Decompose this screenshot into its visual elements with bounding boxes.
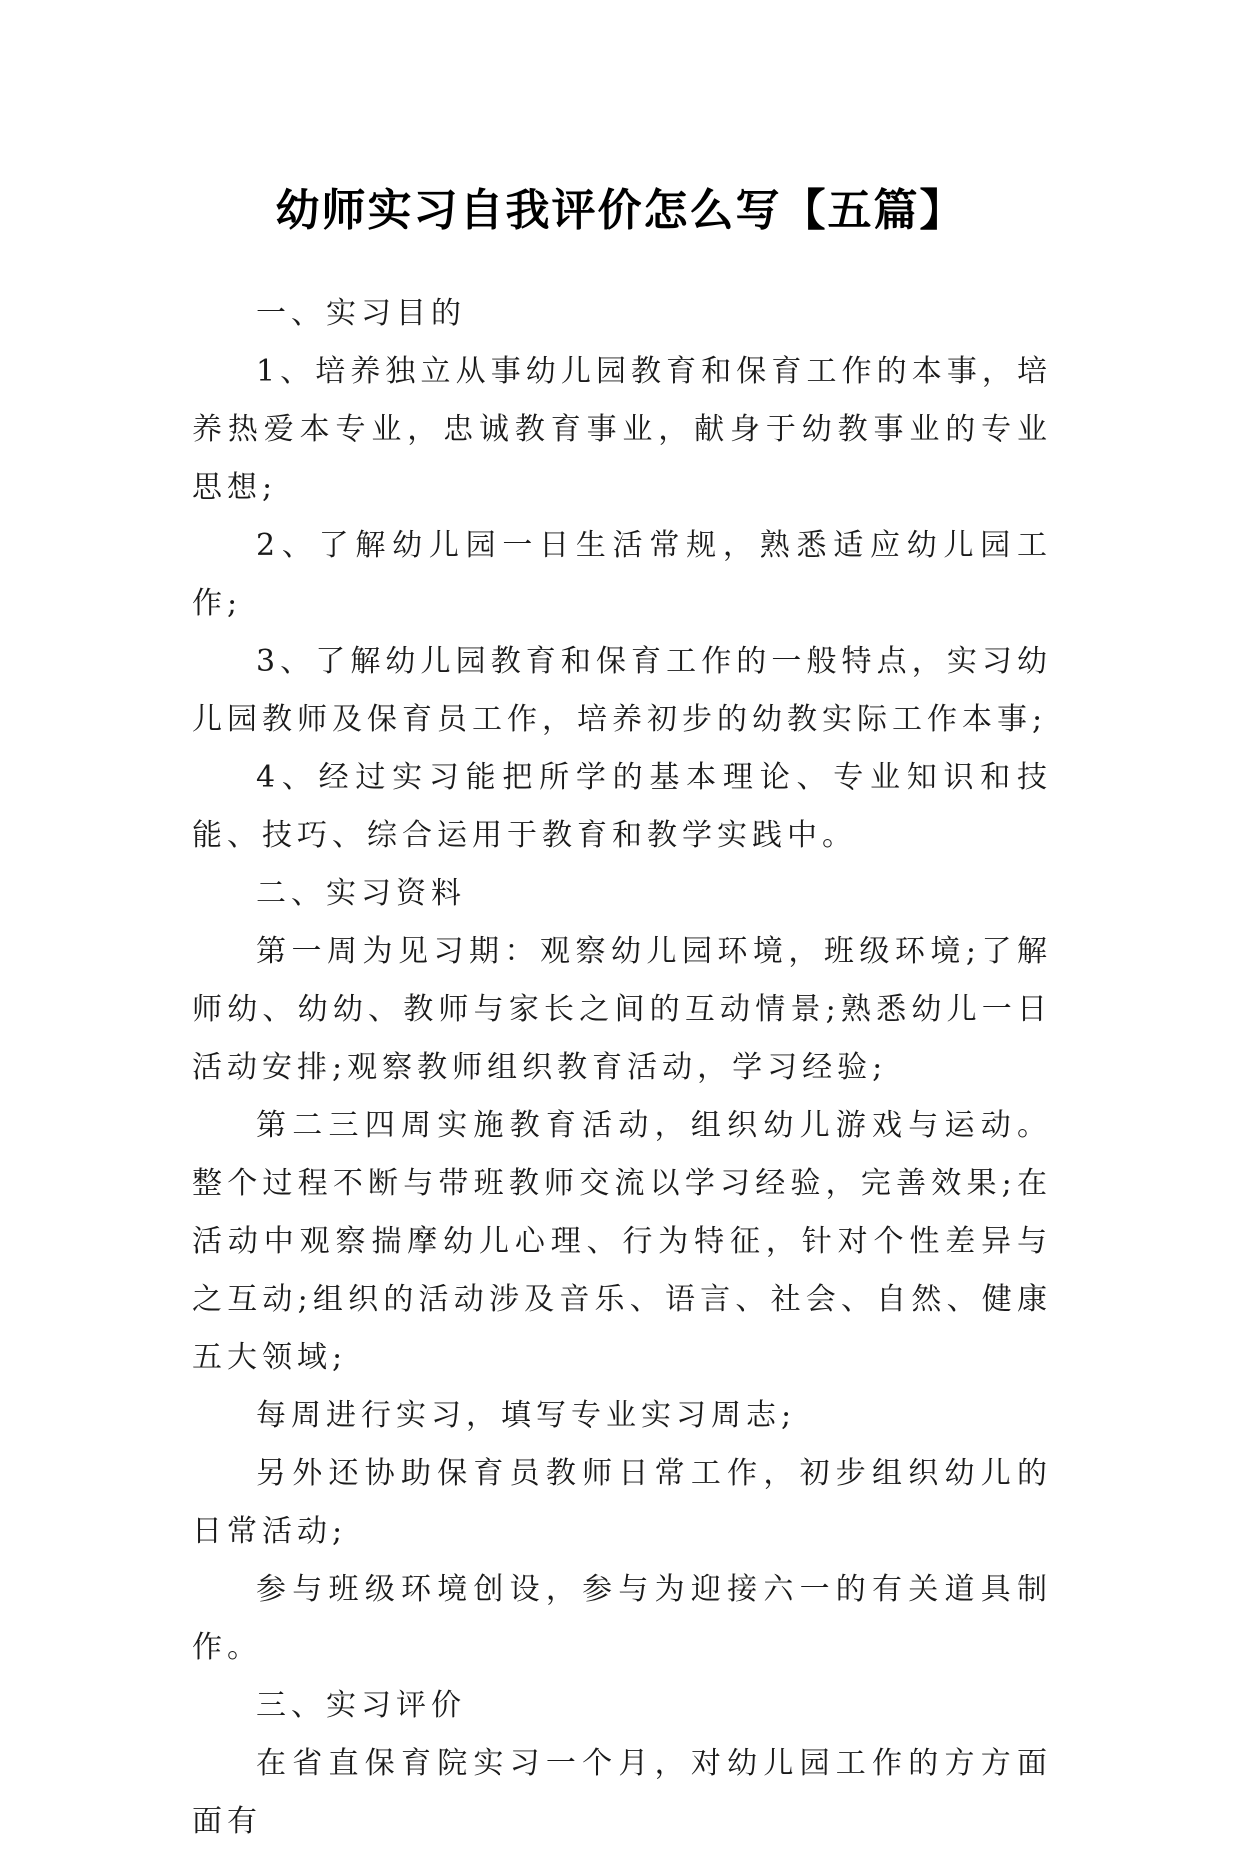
section-heading-evaluation: 三、实习评价	[256, 1688, 466, 1723]
paragraph: 2、了解幼儿园一日生活常规，熟悉适应幼儿园工作;	[192, 528, 1052, 621]
paragraph: 1、培养独立从事幼儿园教育和保育工作的本事，培养热爱本专业，忠诚教育事业，献身于幼教事业的专业思想;	[192, 354, 1052, 505]
paragraph: 每周进行实习，填写专业实习周志;	[256, 1398, 797, 1433]
paragraph: 第二三四周实施教育活动，组织幼儿游戏与运动。整个过程不断与带班教师交流以学习经验，完善效果;在活动中观察揣摩幼儿心理、行为特征，针对个性差异与之互动;组织的活动涉及音乐、语言、社会、自然、健康五大领域;	[192, 1108, 1052, 1375]
section-heading-purpose: 一、实习目的	[256, 296, 466, 331]
paragraph: 在省直保育院实习一个月，对幼儿园工作的方方面面有	[192, 1746, 1052, 1839]
paragraph: 第一周为见习期：观察幼儿园环境，班级环境;了解师幼、幼幼、教师与家长之间的互动情景;熟悉幼儿一日活动安排;观察教师组织教育活动，学习经验;	[192, 934, 1052, 1085]
section-heading-content: 二、实习资料	[256, 876, 466, 911]
paragraph: 另外还协助保育员教师日常工作，初步组织幼儿的日常活动;	[192, 1456, 1052, 1549]
paragraph: 4、经过实习能把所学的基本理论、专业知识和技能、技巧、综合运用于教育和教学实践中。	[192, 760, 1052, 853]
paragraph: 3、了解幼儿园教育和保育工作的一般特点，实习幼儿园教师及保育员工作，培养初步的幼教实际工作本事;	[192, 644, 1052, 737]
paragraph: 参与班级环境创设，参与为迎接六一的有关道具制作。	[192, 1572, 1052, 1665]
document-body	[192, 285, 1052, 1851]
document-title: 幼师实习自我评价怎么写【五篇】	[275, 185, 966, 237]
